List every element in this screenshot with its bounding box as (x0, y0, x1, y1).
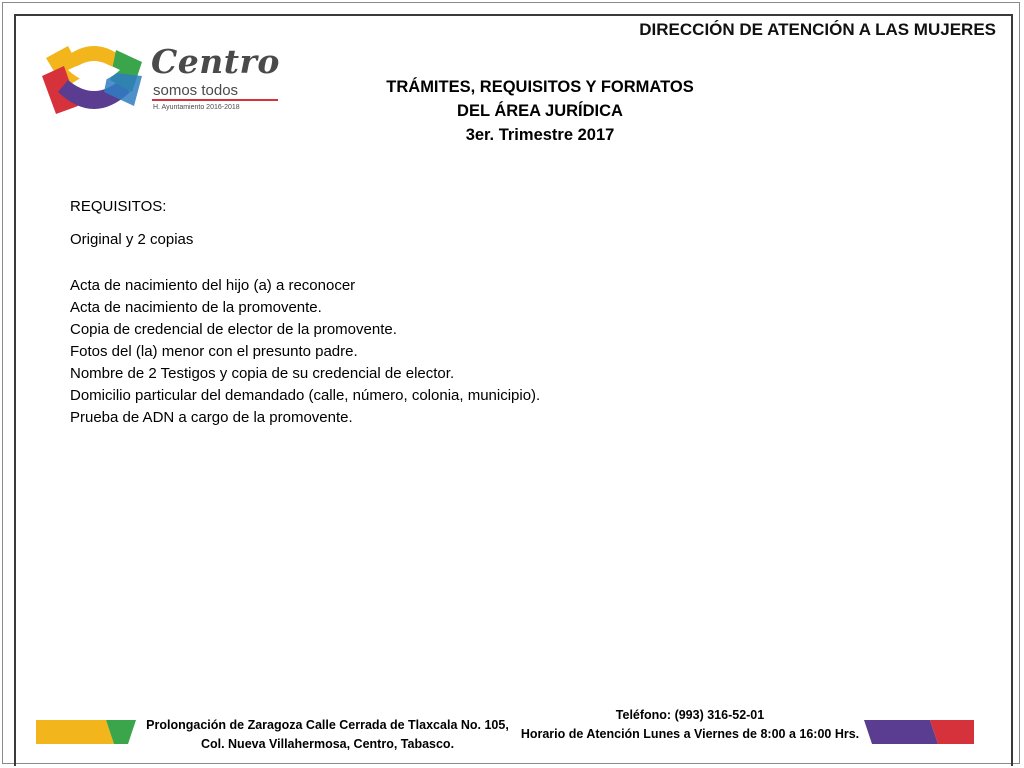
title-line-2: DEL ÁREA JURÍDICA (457, 102, 623, 120)
footer-color-strip-right (864, 718, 974, 746)
requirement-item: Acta de nacimiento del hijo (a) a reconocer (70, 277, 356, 294)
title-line-1: TRÁMITES, REQUISITOS Y FORMATOS (386, 78, 694, 96)
requirement-item: Fotos del (la) menor con el presunto padre. (70, 343, 358, 360)
logo-underline (152, 99, 278, 101)
address-line-2: Col. Nueva Villahermosa, Centro, Tabasco. (200, 737, 455, 751)
footer-address (140, 716, 515, 754)
office-hours: Horario de Atención Lunes a Viernes de 8:00 a 16:00 Hrs. (520, 727, 860, 741)
requirement-item: Nombre de 2 Testigos y copia de su credencial de elector. (70, 365, 455, 382)
centro-logo (38, 36, 288, 118)
requirement-item: Prueba de ADN a cargo de la promovente. (70, 409, 353, 426)
logo-wordmark: Centro (151, 42, 280, 81)
copies-note: Original y 2 copias (70, 231, 194, 248)
requirements-list (70, 275, 540, 429)
logo-government-text: H. Ayuntamiento 2016-2018 (153, 104, 240, 111)
requirement-item: Domicilio particular del demandado (calle, número, colonia, municipio). (70, 387, 541, 404)
title-line-3: 3er. Trimestre 2017 (465, 126, 615, 144)
centro-logo-emblem-icon (38, 36, 150, 118)
footer-color-strip-left (36, 718, 136, 746)
requirements-label: REQUISITOS: (70, 198, 167, 215)
department-title: DIRECCIÓN DE ATENCIÓN A LAS MUJERES (639, 20, 996, 39)
logo-tagline: somos todos (153, 82, 239, 99)
phone-number: Teléfono: (993) 316-52-01 (615, 708, 765, 722)
requirement-item: Copia de credencial de elector de la promovente. (70, 321, 397, 338)
address-line-1: Prolongación de Zaragoza Calle Cerrada de Tlaxcala No. 105, (146, 718, 509, 732)
footer-contact (505, 706, 875, 744)
document-title (340, 75, 740, 147)
requirement-item: Acta de nacimiento de la promovente. (70, 299, 322, 316)
